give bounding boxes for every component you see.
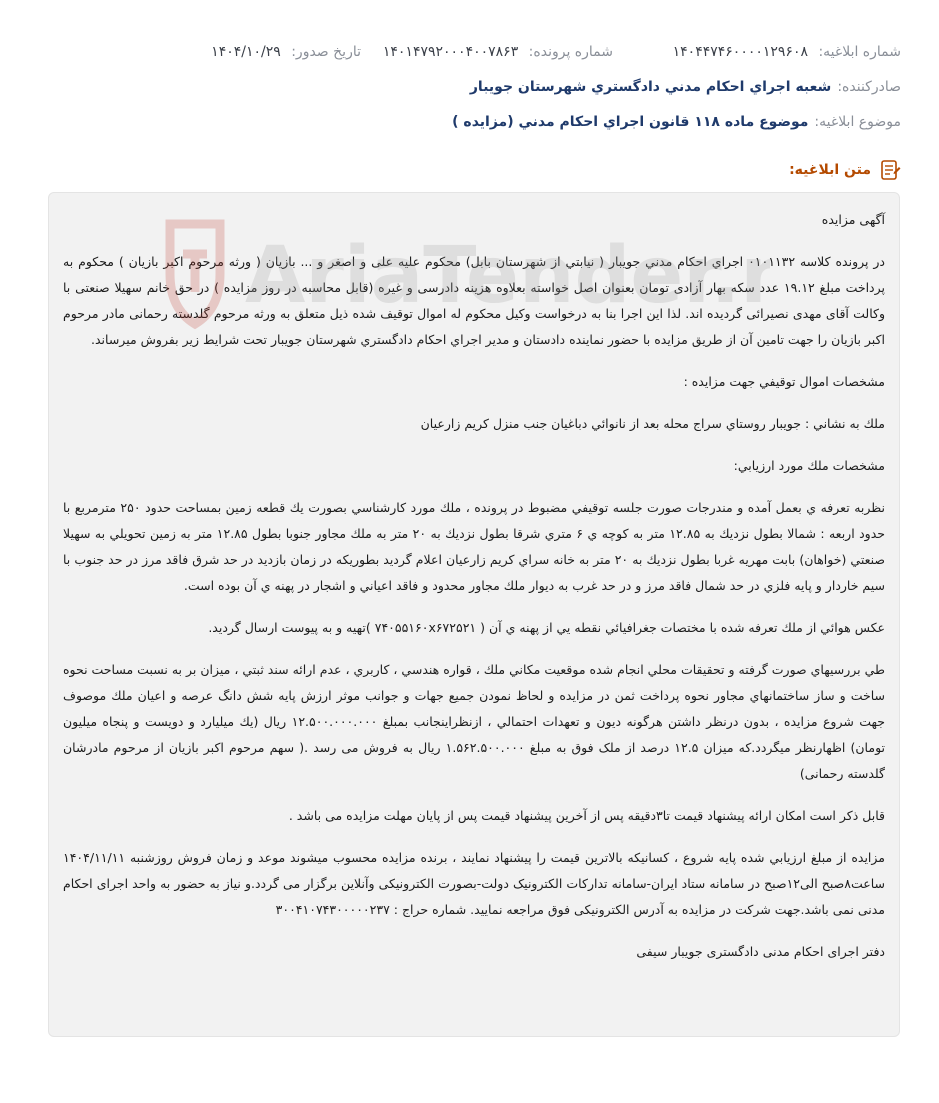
notice-paragraph: مشخصات اموال توقيفي جهت مزايده : bbox=[683, 374, 885, 389]
watermark-text: AriaTender.n bbox=[245, 231, 770, 321]
notice-paragraph: مشخصات ملك مورد ارزيابي: bbox=[733, 458, 885, 473]
notice-paragraph: نظربه تعرفه ي بعمل آمده و مندرجات صورت جلسه توقيفي مضبوط در پرونده ، ملك مورد كارشناسي بصورت يك قطعه زمين بمساحت حدود ۲۵۰ مترمربع با حدود اربعه : شمالا بطول نزديك به ۱۲.۸۵ متر به كوچه ي ۶ متري شرقا بطول نزديك به ۲۰ متر به ملك مجاور جنوبا بطول ۱۲.۸۵ متر به زمين تحويلي به سهيلا صنعتي (خواهان) بابت مهريه غربا بطول نزديك به ۲۰ متر به خانه سراي كريم زارعيان اعلام گرديد بطوريكه در زمان بازديد در حد شرق فاقد مرز در حد جنوب با سيم خاردار و پايه فلزي در حد شمال فاقد مرز و در حد غرب به ديوار ملك مجاور محدود و فاقد اعياني و اشجار در پهنه ي آن بوده است. bbox=[63, 500, 886, 593]
notice-signature: دفتر اجرای احکام مدنی دادگستری جویبار سیفی bbox=[636, 944, 885, 959]
notice-text-heading bbox=[789, 159, 901, 181]
case-number: ۱۴۰۱۴۷۹۲۰۰۰۴۰۰۷۸۶۳ bbox=[382, 44, 519, 60]
issuer-label: صادرکننده: bbox=[837, 79, 901, 95]
notice-paragraph: عكس هوائي از ملك تعرفه شده با مختصات جغرافيائي نقطه يي از پهنه ي آن ( ۷۴۰۵۵۱۶۰x۶۷۲۵۲۱ )تهيه و به پيوست ارسال گرديد. bbox=[208, 620, 885, 635]
notice-number: ۱۴۰۴۴۷۴۶۰۰۰۰۱۲۹۶۰۸ bbox=[672, 44, 808, 60]
case-number-label: شماره پرونده: bbox=[528, 44, 613, 60]
notice-body bbox=[63, 207, 885, 965]
subject-row bbox=[38, 114, 901, 130]
notice-number-label: شماره ابلاغیه: bbox=[818, 44, 901, 60]
subject-label: موضوع ابلاغیه: bbox=[814, 114, 901, 130]
notice-paragraph: مزايده از مبلغ ارزيابي شده پايه شروع ، كسانيكه بالاترين قيمت را پيشنهاد نمايند ، برنده مزايده محسوب ميشوند موعد و زمان فروش روزشنبه ۱۴۰۴/۱۱/۱۱ ساعت۸صبح الی۱۲صبح در سامانه ستاد ایران-سامانه تدارکات الکترونیک دولت-بصورت الکترونیکی وآنلاین برگزار می گردد.و نیاز به حضور به واحد اجرای احکام مدنی نمی باشد.جهت شرکت در مزایده به آدرس الکترونیکی فوق مراجعه نمایید. شماره حراج : ۳۰۰۴۱۰۷۴۳۰۰۰۰۰۲۳۷ bbox=[63, 850, 885, 917]
case-number-block bbox=[382, 44, 613, 60]
issue-date-block bbox=[211, 44, 361, 60]
notice-document-icon bbox=[879, 159, 901, 181]
subject: موضوع ماده ۱۱۸ قانون اجراي احكام مدني (مزايده ) bbox=[452, 114, 809, 130]
notice-paragraph: در پرونده كلاسه ۰۱۰۱۱۳۲ اجراي احكام مدني جويبار ( نيابتي از شهرستان بابل) محكوم عليه علی و اصغر و ... بازیان ( ورثه مرحوم اکبر بازیان ) محکوم به پرداخت مبلغ ۱۹.۱۲ عدد سکه بهار آزادی تومان بعنوان اصل خواسته بعلاوه هزينه دادرسی و غیره (قابل محاسبه در روز مزایده ) در حق خانم سهیلا صنعتی با وکالت آقای مهدی نصیرائی گرديده اند. لذا اين اجرا بنا به درخواست وكيل محكوم له اموال توقیف شده ذیل متعلق به ورثه مرحوم گلدسته رحمانی مادر مرحوم اکبر بازیان را جهت تامين آن از طريق مزايده با حضور نماینده دادستان و مدير اجراي احكام دادگستري شهرستان جويبار تحت شرایط زیر بفروش ميرساند. bbox=[63, 254, 886, 347]
notice-content-box bbox=[48, 192, 900, 1037]
notice-meta-row bbox=[38, 44, 901, 60]
notice-paragraph: قابل ذکر است امکان ارائه پیشنهاد قیمت تا۳دقیقه پس از آخرین پیشنهاد قیمت پس از پایان مهلت مزایده می باشد . bbox=[288, 808, 885, 823]
notice-number-block bbox=[671, 44, 901, 60]
issuer-row bbox=[38, 79, 901, 95]
notice-body-title: آگهی مزایده bbox=[821, 212, 885, 227]
notice-paragraph: ملك به نشاني : جويبار روستاي سراج محله بعد از نانوائي دباغيان جنب منزل كريم زارعيان bbox=[420, 416, 885, 431]
issue-date: ۱۴۰۴/۱۰/۲۹ bbox=[211, 44, 281, 60]
issuer: شعبه اجراي احكام مدني دادگستري شهرستان جويبار bbox=[469, 79, 832, 95]
notice-text-title: متن ابلاغیه: bbox=[789, 162, 871, 178]
notice-paragraph: طي بررسيهاي صورت گرفته و تحقيقات محلي انجام شده موقعيت مكاني ملك ، قواره هندسي ، كاربري ، عدم ارائه سند ثبتي ، ميزان بر به نسبت مساحت نحوه ساخت و ساز ساختمانهاي مجاور نحوه پرداخت ثمن در مزايده و لحاظ نمودن جميع جهات و جوانب موثر ارزش پايه شش دانگ عرصه و اعيان ملك موصوف جهت شروع مزايده ، بدون درنظر داشتن هرگونه ديون و تعهدات احتمالي ، ازنظراينجانب بمبلغ ۱۲.۵۰۰.۰۰۰.۰۰۰ ريال (يك ميليارد و دويست و پنجاه ميليون تومان) اظهارنظر ميگردد.كه میزان ۱۲.۵ درصد از ملک فوق به مبلغ ۱.۵۶۲.۵۰۰.۰۰۰ ریال به فروش می رسد .( سهم مرحوم اکبر بازیان از مرحوم مادرشان گلدسته رحمانی) bbox=[63, 662, 886, 781]
issue-date-label: تاریخ صدور: bbox=[291, 44, 361, 60]
